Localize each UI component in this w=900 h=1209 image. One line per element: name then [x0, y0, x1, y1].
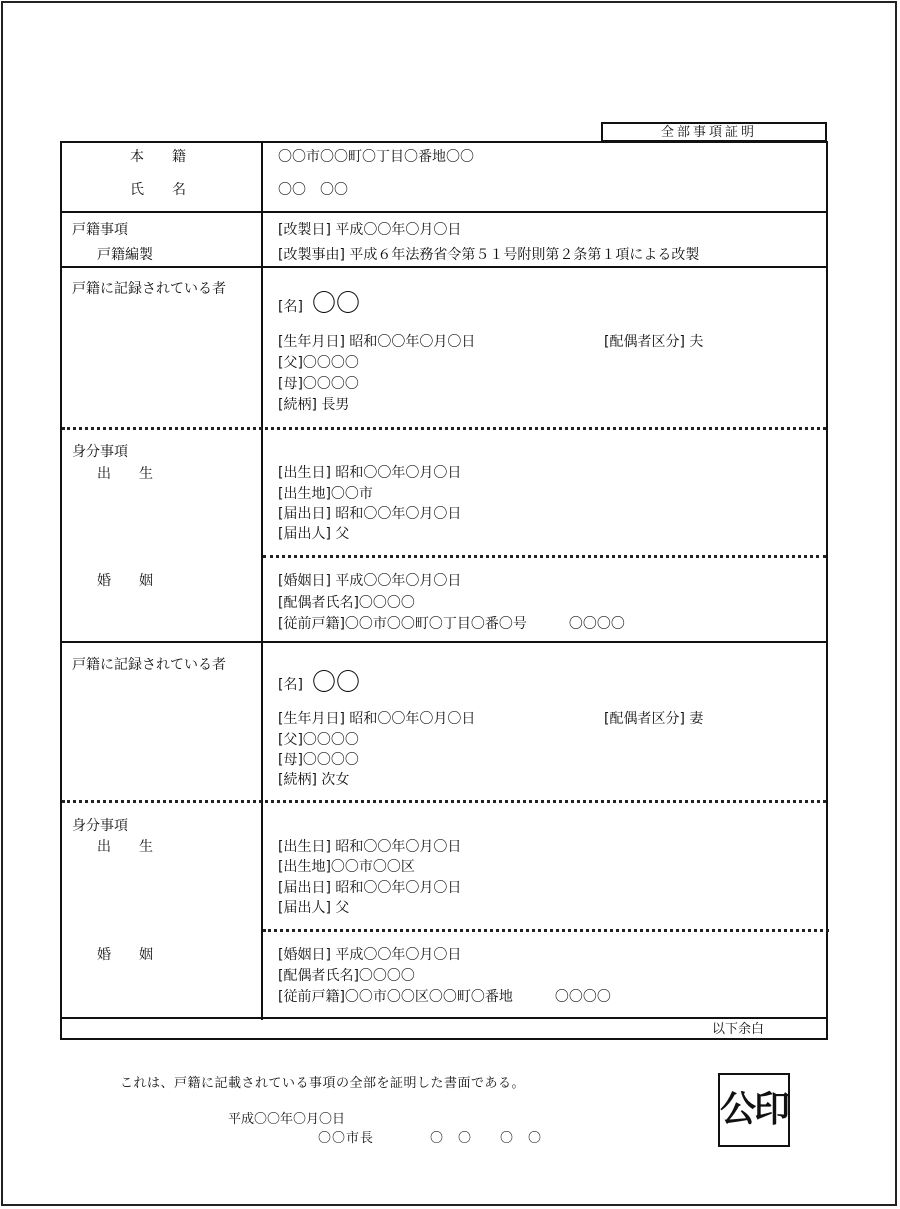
- rule-before-remainder: [60, 1017, 828, 1019]
- dotted-rule-p2-marriage: [263, 929, 829, 932]
- koseki-jiko-label: 戸籍事項: [72, 222, 128, 238]
- person2-section-label: 戸籍に記録されている者: [72, 657, 226, 673]
- person1-birthdate: [生年月日] 昭和〇〇年〇月〇日: [278, 334, 476, 350]
- issue-date: 平成〇〇年〇月〇日: [228, 1112, 346, 1127]
- person2-marriage-line: [婚姻日] 平成〇〇年〇月〇日: [278, 947, 462, 963]
- person1-relation: [続柄] 長男: [278, 397, 350, 413]
- person1-section-label: 戸籍に記録されている者: [72, 281, 226, 297]
- rule-after-koseki: [60, 266, 828, 268]
- person1-mother: [母]〇〇〇〇: [278, 376, 359, 392]
- person1-birth-line: [出生日] 昭和〇〇年〇月〇日: [278, 465, 462, 481]
- person1-name-value: 〇〇: [312, 289, 360, 317]
- official-seal: 公印: [718, 1073, 790, 1147]
- certification-statement: これは、戸籍に記載されている事項の全部を証明した書面である。: [120, 1076, 526, 1091]
- column-divider: [261, 141, 263, 1020]
- person2-father: [父]〇〇〇〇: [278, 732, 359, 748]
- person1-mibun-label: 身分事項: [72, 444, 128, 460]
- rule-after-name: [60, 211, 828, 213]
- person2-birth-label: 出 生: [97, 839, 153, 855]
- person2-mibun-label: 身分事項: [72, 818, 128, 834]
- person1-father: [父]〇〇〇〇: [278, 355, 359, 371]
- person1-marriage-label: 婚 姻: [97, 573, 153, 589]
- certificate-type-box: [601, 122, 827, 142]
- person2-marriage-line: [従前戸籍]〇〇市〇〇区〇〇町〇番地 〇〇〇〇: [278, 989, 611, 1005]
- dotted-rule-p1-mibun: [62, 427, 826, 430]
- person2-birth-line: [届出日] 昭和〇〇年〇月〇日: [278, 880, 462, 896]
- shimei-value: 〇〇 〇〇: [278, 182, 348, 198]
- kaisei-reason: [改製事由] 平成６年法務省令第５１号附則第２条第１項による改製: [278, 247, 700, 263]
- person2-birth-line: [出生地]〇〇市〇〇区: [278, 859, 415, 875]
- person2-marriage-label: 婚 姻: [97, 947, 153, 963]
- person1-birth-line: [届出日] 昭和〇〇年〇月〇日: [278, 506, 462, 522]
- dotted-rule-p2-mibun: [62, 800, 826, 803]
- person1-birth-line: [出生地]〇〇市: [278, 486, 373, 502]
- person1-birth-label: 出 生: [97, 466, 153, 482]
- person1-birth-line: [届出人] 父: [278, 526, 350, 542]
- honseki-label: 本 籍: [130, 149, 186, 165]
- person2-name-label: [名]: [278, 677, 303, 693]
- person2-relation: [続柄] 次女: [278, 772, 350, 788]
- shimei-label: 氏 名: [130, 182, 186, 198]
- person2-name-value: 〇〇: [312, 668, 360, 696]
- person2-mother: [母]〇〇〇〇: [278, 752, 359, 768]
- person2-birth-line: [出生日] 昭和〇〇年〇月〇日: [278, 839, 462, 855]
- person1-spouse-class: [配偶者区分] 夫: [604, 334, 704, 350]
- kaisei-date: [改製日] 平成〇〇年〇月〇日: [278, 222, 462, 238]
- person2-birth-line: [届出人] 父: [278, 900, 350, 916]
- person2-birthdate: [生年月日] 昭和〇〇年〇月〇日: [278, 711, 476, 727]
- dotted-rule-p1-marriage: [263, 555, 826, 558]
- person1-marriage-line: [配偶者氏名]〇〇〇〇: [278, 595, 415, 611]
- rule-after-person1: [60, 641, 828, 643]
- person2-spouse-class: [配偶者区分] 妻: [604, 711, 704, 727]
- register-table: [60, 141, 828, 1040]
- mayor-name: 〇〇市長 〇 〇 〇 〇: [318, 1131, 543, 1146]
- honseki-value: 〇〇市〇〇町〇丁目〇番地〇〇: [278, 149, 474, 165]
- person2-marriage-line: [配偶者氏名]〇〇〇〇: [278, 968, 415, 984]
- person1-marriage-line: [従前戸籍]〇〇市〇〇町〇丁目〇番〇号 〇〇〇〇: [278, 616, 625, 632]
- certificate-type: 全部事項証明: [661, 125, 758, 140]
- remainder-note: 以下余白: [712, 1022, 765, 1037]
- person1-marriage-line: [婚姻日] 平成〇〇年〇月〇日: [278, 573, 462, 589]
- person1-name-label: [名]: [278, 299, 303, 315]
- koseki-hensei-label: 戸籍編製: [97, 247, 153, 263]
